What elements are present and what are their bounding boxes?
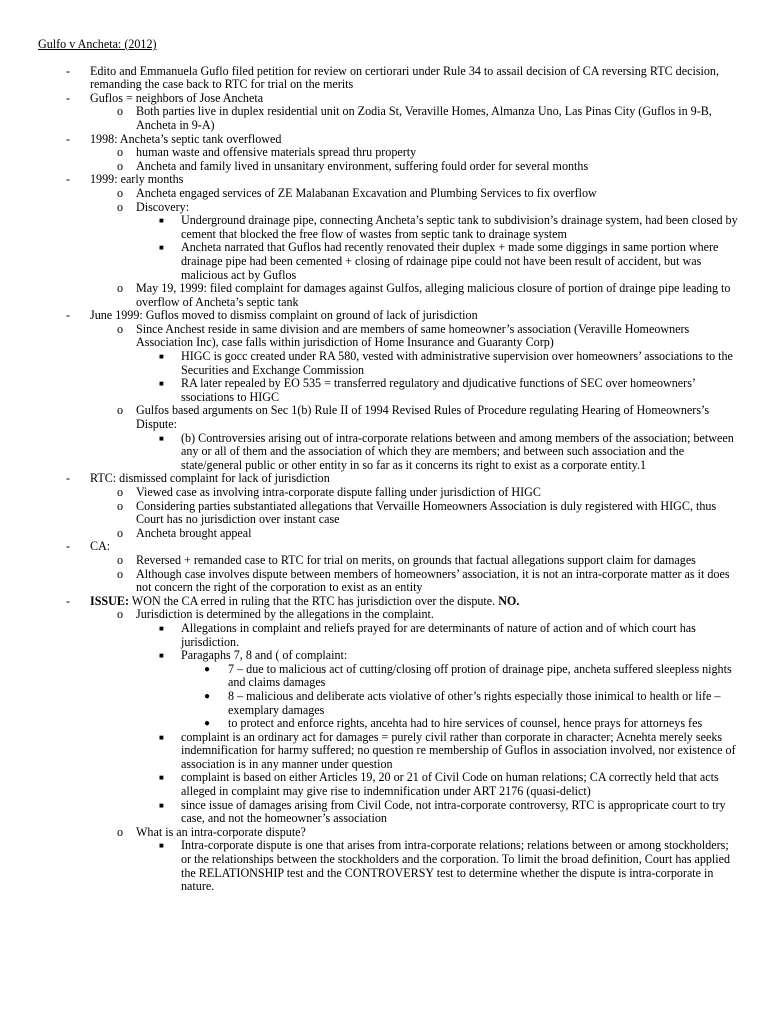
outline-item-text: since issue of damages arising from Civil Code, not intra-corporate controversy, RTC is appropricate court to try case, and not the homeowner’s association (181, 797, 726, 826)
outline-item-level-2 (38, 404, 738, 431)
outline-item-text: 1999: early months (90, 172, 184, 187)
outline-item-text: Ancheta brought appeal (136, 525, 252, 540)
bullet-marker-circle: o (117, 158, 124, 173)
outline-item-text: Ancheta engaged services of ZE Malabanan Excavation and Plumbing Services to fix overflow (136, 185, 597, 200)
outline-item-text: Viewed case as involving intra-corporate dispute falling under jurisdiction of HIGC (136, 485, 541, 499)
outline-item-level-4 (38, 717, 738, 731)
bullet-marker-circle: o (117, 185, 124, 200)
outline-item-level-4 (38, 690, 738, 717)
outline-item-level-1 (38, 133, 738, 147)
outline-item-text: Allegations in complaint and reliefs prayed for are determinants of nature of action and of which court has jurisdiction. (181, 620, 696, 649)
bullet-marker-circle: o (117, 281, 124, 296)
outline-item-level-3 (38, 839, 738, 893)
outline-item-text: Ancheta narrated that Guflos had recently renovated their duplex + made some diggings in same portion where drainage pipe had been cemented + closing of rdainage pipe could not have been result of accident, but was malicious act by Guflos (181, 240, 719, 282)
document-title: Gulfo v Ancheta: (2012) (38, 37, 157, 51)
outline-item-text: complaint is based on either Articles 19, 20 or 21 of Civil Code on human relations; CA correctly held that acts alleged in complaint may give rise to indemnification under ART 2176 (quasi-delict) (181, 770, 719, 799)
outline-item-level-4 (38, 663, 738, 690)
outline-item-level-3 (38, 731, 738, 772)
bullet-marker-square: ■ (159, 773, 164, 783)
bullet-marker-dash: - (66, 593, 71, 608)
outline-item-level-3 (38, 649, 738, 663)
outline-item-level-3 (38, 771, 738, 798)
outline-item-level-1 (38, 173, 738, 187)
outline-item-level-3 (38, 377, 738, 404)
outline-item-level-1 (38, 540, 738, 554)
outline-item-level-2 (38, 554, 738, 568)
bullet-marker-square: ■ (159, 732, 164, 742)
bullet-marker-circle: o (117, 199, 124, 214)
outline-item-level-2 (38, 323, 738, 350)
bullet-marker-dash: - (66, 172, 71, 187)
outline-item-level-2 (38, 160, 738, 174)
bullet-marker-square: ■ (159, 433, 164, 443)
outline-item-level-3 (38, 622, 738, 649)
bullet-marker-square: ■ (159, 243, 164, 253)
outline-item-text: Underground drainage pipe, connecting Ancheta’s septic tank to subdivision’s drainage system, had been closed by cement that blocked the free flow of wastes from septic tank to drainage system (181, 213, 738, 241)
bullet-marker-dot: ● (204, 690, 211, 702)
bullet-marker-circle: o (117, 607, 124, 622)
bullet-marker-circle: o (117, 824, 124, 839)
outline-item-level-1 (38, 309, 738, 323)
outline-item-text: complaint is an ordinary act for damages = purely civil rather than corporate in character; Acnehta merely seeks indemnification for harmy suffered; no question re membership of Guflos in association involved, nor existence of association is in any manner under question (181, 729, 736, 771)
outline-item-text: Although case involves dispute between members of homeowners’ association, it is not an intra-corporate matter as it does not concern the right of the corporation to exist as an entity (136, 566, 730, 595)
bullet-marker-dash: - (66, 131, 71, 146)
bullet-marker-dash: - (66, 63, 71, 78)
issue-label: ISSUE: (90, 593, 129, 608)
outline-item-level-2 (38, 187, 738, 201)
outline-item-text: Discovery: (136, 199, 190, 214)
bullet-marker-circle: o (117, 552, 124, 567)
outline-item-level-2 (38, 282, 738, 309)
outline-item-text: Since Anchest reside in same division and are members of same homeowner’s association (Veraville Homeowners Association Inc), case falls within jurisdiction of Home Insurance and Guaranty Corp) (136, 321, 690, 350)
outline-item-text: Reversed + remanded case to RTC for trial on merits, on grounds that factual allegations support claim for damages (136, 552, 696, 567)
outline-item-level-2 (38, 608, 738, 622)
outline-item-level-1 (38, 92, 738, 106)
outline-item-level-1 (38, 65, 738, 92)
outline-list (38, 65, 738, 894)
bullet-marker-square: ■ (159, 651, 164, 661)
issue-text: WON the CA erred in ruling that the RTC has jurisdiction over the dispute. (129, 593, 499, 608)
outline-item-text: CA: (90, 539, 111, 554)
outline-item-text: What is an intra-corporate dispute? (136, 824, 306, 839)
outline-item-text: to protect and enforce rights, ancehta had to hire services of counsel, hence prays for attorneys fes (228, 716, 703, 731)
outline-item-text: Considering parties substantiated allegations that Vervaille Homeowners Association is duly registered with HIGC, thus Court has no jurisdiction over instant case (136, 498, 717, 527)
outline-item-text: RTC: dismissed complaint for lack of jurisdiction (90, 471, 330, 486)
outline-item-text: RA later repealed by EO 535 = transferred regulatory and djudicative functions of SEC over homeowners’ ssociations to HIGC (181, 376, 696, 404)
outline-item-text: HIGC is gocc created under RA 580, vested with administrative supervision over homeowners’ associations to the Securities and Exchange Commission (181, 349, 733, 377)
bullet-marker-square: ■ (159, 800, 164, 810)
outline-item-level-2 (38, 500, 738, 527)
outline-item-level-3 (38, 350, 738, 377)
outline-item-level-2 (38, 568, 738, 595)
bullet-marker-square: ■ (159, 352, 164, 362)
outline-item-level-2 (38, 486, 738, 500)
outline-item-text: (b) Controversies arising out of intra-corporate relations between and among members of the association; between any or all of them and the association of which they are members; and between such association and the state/general public or other entity in so far as it concerns its right to exist as a corporate entity.1 (181, 430, 734, 472)
outline-item-text: Guflos = neighbors of Jose Ancheta (90, 90, 264, 105)
bullet-marker-circle: o (117, 104, 124, 119)
bullet-marker-circle: o (117, 321, 124, 336)
bullet-marker-dash: - (66, 90, 71, 105)
bullet-marker-square: ■ (159, 379, 164, 389)
outline-item-level-2 (38, 105, 738, 132)
bullet-marker-dash: - (66, 308, 71, 323)
bullet-marker-dash: - (66, 539, 71, 554)
outline-item-level-3 (38, 799, 738, 826)
outline-item-text: Ancheta and family lived in unsanitary environment, suffering fould order for several months (136, 158, 589, 173)
bullet-marker-circle: o (117, 498, 124, 513)
bullet-marker-square: ■ (159, 216, 164, 226)
bullet-marker-circle: o (117, 525, 124, 540)
outline-item-level-3 (38, 241, 738, 282)
bullet-marker-circle: o (117, 403, 124, 418)
bullet-marker-square: ■ (159, 841, 164, 851)
outline-item-text: June 1999: Guflos moved to dismiss complaint on ground of lack of jurisdiction (90, 308, 478, 323)
outline-item-text: 7 – due to malicious act of cutting/closing off protion of drainage pipe, ancheta suffered sleepless nights and claims damages (228, 661, 732, 690)
outline-item-text: 1998: Ancheta’s septic tank overflowed (90, 131, 282, 146)
outline-item-text: Jurisdiction is determined by the allegations in the complaint. (136, 607, 434, 622)
outline-item-level-3 (38, 432, 738, 473)
bullet-marker-square: ■ (159, 623, 164, 633)
outline-item-level-1 (38, 472, 738, 486)
outline-item-text: May 19, 1999: filed complaint for damages against Gulfos, alleging malicious closure of portion of drainge pipe leading to overflow of Ancheta’s septic tank (136, 281, 731, 309)
outline-item-text: Paragaphs 7, 8 and ( of complaint: (181, 648, 348, 663)
outline-item-text (90, 595, 738, 609)
outline-item-text: Both parties live in duplex residential unit on Zodia St, Veraville Homes, Almanza Uno, Las Pinas City (Guflos in 9-B, Ancheta in 9-A) (136, 104, 712, 132)
outline-item-text: Edito and Emmanuela Guflo filed petition for review on certiorari under Rule 34 to assail decision of CA reversing RTC decision, remanding the case back to RTC for trial on the merits (90, 63, 719, 92)
bullet-marker-circle: o (117, 566, 124, 581)
issue-answer: NO. (498, 593, 520, 608)
outline-item-level-2 (38, 146, 738, 160)
outline-item-level-3 (38, 214, 738, 241)
bullet-marker-dot: ● (204, 718, 211, 730)
outline-item-text: 8 – malicious and deliberate acts violative of other’s rights especially those inimical to health or life – exemplary damages (228, 688, 721, 717)
outline-item-level-2 (38, 201, 738, 215)
bullet-marker-circle: o (117, 485, 124, 499)
outline-item-level-2 (38, 527, 738, 541)
outline-item-text: Gulfos based arguments on Sec 1(b) Rule II of 1994 Revised Rules of Procedure regulating Hearing of Homeowners’s Dispute: (136, 403, 710, 432)
bullet-marker-circle: o (117, 145, 124, 160)
bullet-marker-dash: - (66, 471, 71, 486)
outline-item-text: Intra-corporate dispute is one that arises from intra-corporate relations; relations between or among stockholders; or the relationships between the stockholders and the corporation. To limit the broad definition, Court has applied the RELATIONSHIP test and the CONTROVERSY test to determine whether the dispute is intra-corporate in nature. (181, 838, 731, 894)
outline-item-level-2 (38, 826, 738, 840)
bullet-marker-dot: ● (204, 663, 211, 675)
outline-item-level-1 (38, 595, 738, 609)
outline-item-text: human waste and offensive materials spread thru property (136, 145, 417, 160)
